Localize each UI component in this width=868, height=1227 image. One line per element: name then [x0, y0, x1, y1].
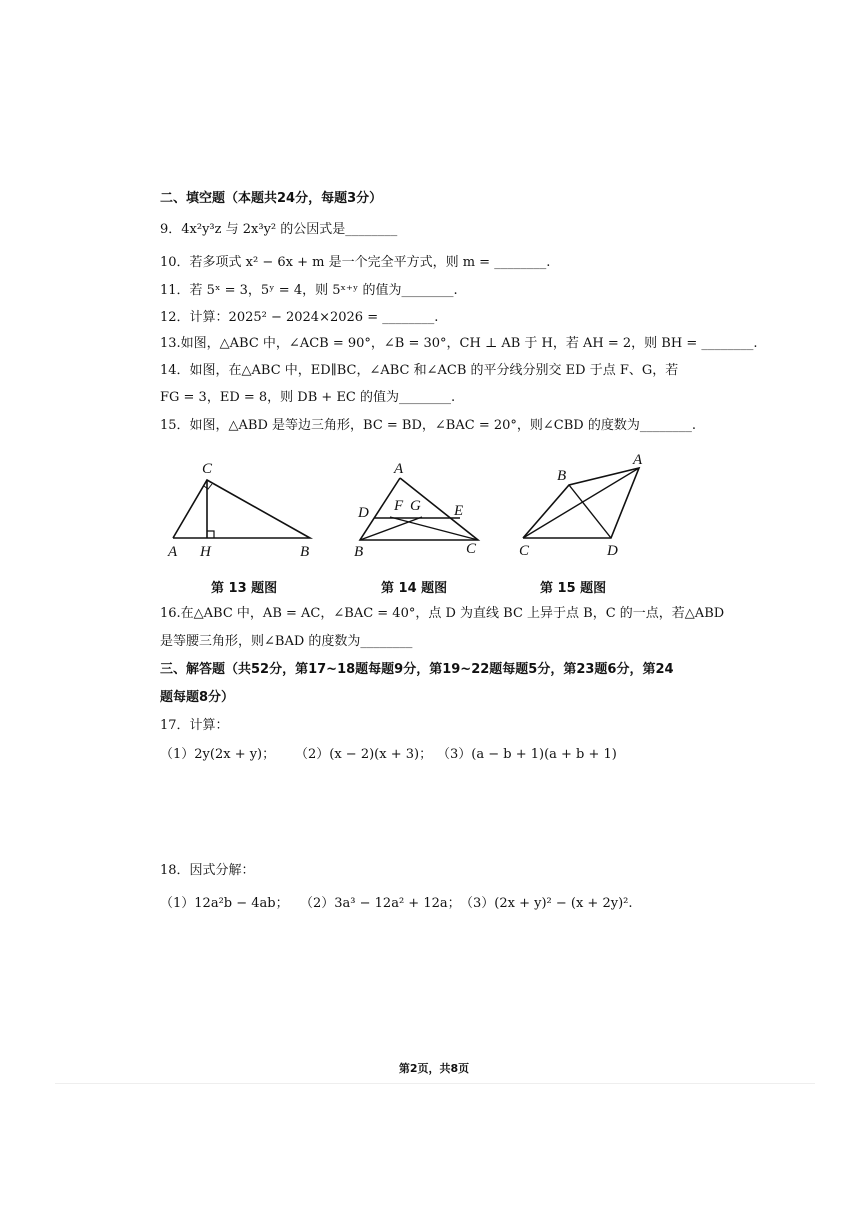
fig15-diagonal-BD: [569, 485, 611, 538]
fig13-label-A: A: [168, 544, 178, 560]
question-18-part3: （3）(2x + y)² − (x + 2y)².: [460, 896, 633, 911]
question-13: 13.如图，△ABC 中，∠ACB = 90°，∠B = 30°，CH ⊥ AB 于 H，若 AH = 2，则 BH = ________.: [160, 336, 758, 351]
fig14-label-C: C: [466, 541, 477, 557]
fig13-right-angle-mark: [207, 531, 214, 538]
fig14-label-D: D: [358, 505, 369, 521]
section-heading-solve-line2: 题每题8分）: [160, 690, 235, 705]
question-12: 12．计算：2025² − 2024×2026 = ________.: [160, 310, 439, 325]
question-18-title: 18．因式分解：: [160, 863, 255, 878]
section-heading-solve-line1: 三、解答题（共52分，第17~18题每题9分，第19~22题每题5分，第23题6分，第24: [160, 662, 674, 677]
fig14-label-E: E: [454, 503, 464, 519]
fig15-diagonal-CA: [523, 468, 639, 538]
fig14-label-F: F: [394, 498, 404, 514]
question-17-part2: （2）(x − 2)(x + 3)；: [295, 747, 433, 762]
fig15-label-B: B: [557, 468, 567, 484]
fig15-label-C: C: [519, 543, 530, 559]
fig14-bisector-B: [360, 517, 422, 540]
fig14-label-G: G: [410, 498, 421, 514]
section-heading-fill-blank: 二、填空题（本题共24分，每题3分）: [160, 191, 383, 206]
question-17-part1: （1）2y(2x + y)；: [160, 747, 276, 762]
question-10: 10．若多项式 x² − 6x + m 是一个完全平方式，则 m = ________.: [160, 255, 551, 270]
footer-divider: [55, 1083, 815, 1084]
fig13-label-H: H: [200, 544, 211, 560]
question-18-part2: （2）3a³ − 12a² + 12a；: [300, 896, 461, 911]
fig14-label-A: A: [394, 461, 404, 477]
fig14-caption: 第 14 题图: [381, 581, 448, 596]
question-9: 9．4x²y³z 与 2x³y² 的公因式是________: [160, 222, 398, 237]
fig13-caption: 第 13 题图: [211, 581, 278, 596]
fig13-triangle: [173, 480, 310, 538]
page-number: 第2页，共8页: [398, 1062, 470, 1075]
question-16-line1: 16.在△ABC 中，AB = AC，∠BAC = 40°，点 D 为直线 BC 上异于点 B，C 的一点，若△ABD: [160, 606, 725, 621]
question-15: 15．如图，△ABD 是等边三角形，BC = BD，∠BAC = 20°，则∠CBD 的度数为________.: [160, 418, 696, 433]
question-11: 11．若 5ˣ = 3，5ʸ = 4，则 5ˣ⁺ʸ 的值为________.: [160, 283, 458, 298]
fig13-angle-mark: [204, 484, 212, 489]
question-14-line1: 14．如图，在△ABC 中，ED∥BC，∠ABC 和∠ACB 的平分线分别交 ED 于点 F、G，若: [160, 363, 679, 378]
fig15-label-A: A: [633, 452, 643, 468]
fig15-label-D: D: [607, 543, 618, 559]
question-17-title: 17．计算：: [160, 718, 229, 733]
fig13-label-B: B: [300, 544, 310, 560]
figure-15: [515, 450, 670, 562]
question-16-line2: 是等腰三角形，则∠BAD 的度数为________: [160, 634, 413, 649]
question-17-part3: （3）(a − b + 1)(a + b + 1): [437, 747, 617, 762]
question-18-part1: （1）12a²b − 4ab；: [160, 896, 289, 911]
fig15-caption: 第 15 题图: [540, 581, 607, 596]
fig14-label-B: B: [354, 544, 364, 560]
figure-13: [160, 455, 325, 565]
fig13-label-C: C: [202, 461, 213, 477]
figure-14: [350, 458, 490, 563]
question-14-line2: FG = 3，ED = 8，则 DB + EC 的值为________.: [160, 390, 456, 405]
